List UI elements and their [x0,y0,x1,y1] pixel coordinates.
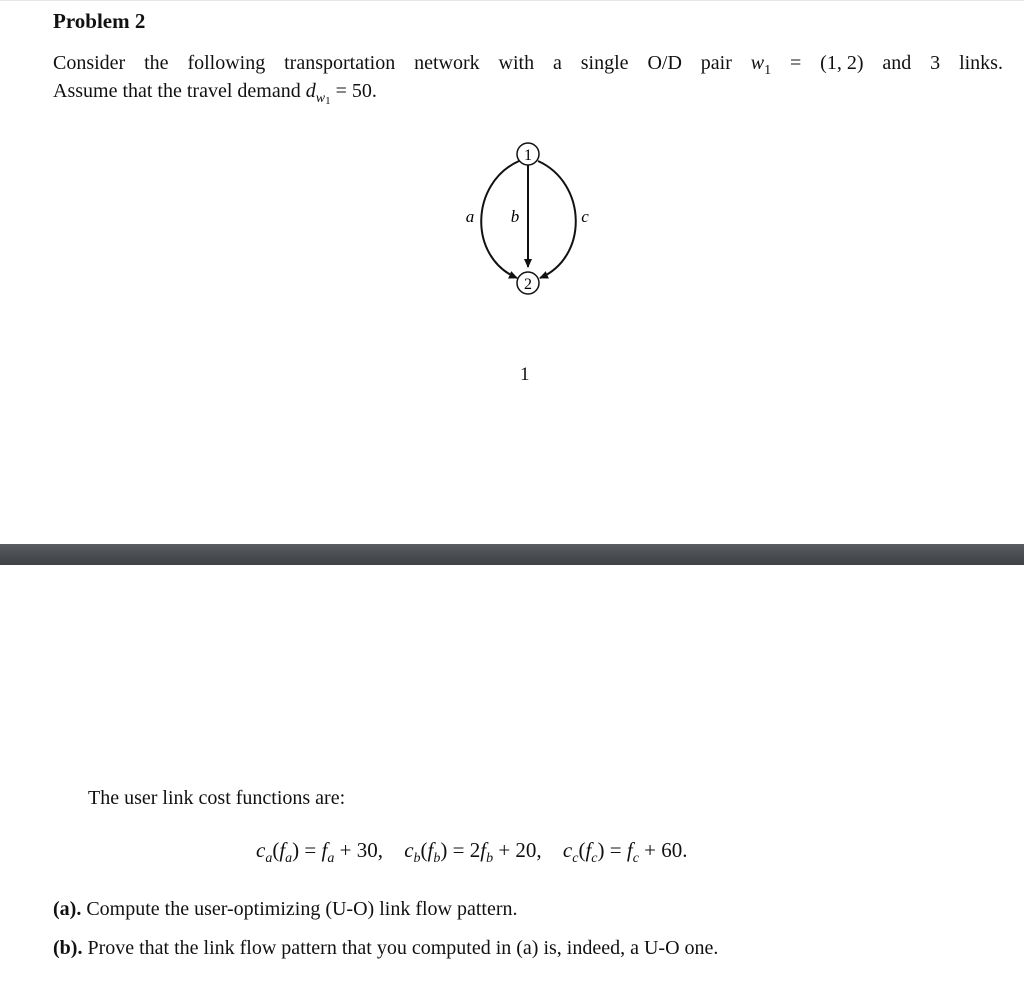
link-c-arc [538,161,576,278]
intro-word: and [882,52,912,74]
od-pair-value: (1, 2) [820,52,864,74]
intro-word: following [187,52,266,74]
intro-word: Consider [53,52,126,74]
intro-word: 3 [930,52,941,74]
node-origin-label: 1 [524,147,532,164]
intro-word: transportation [284,52,396,74]
intro-word: with [498,52,535,74]
question-a-text: Compute the user-optimizing (U-O) link flow pattern. [86,898,518,920]
cost-b: $c_b(f_b) = 2f_b + 20$, [404,838,542,866]
cost-formula [256,838,688,867]
intro-word: a [552,52,562,74]
question-a-label: (a). [53,898,82,920]
problem-title: Problem 2 [53,9,146,33]
divider-bar [0,544,1024,565]
node-destination-label: 2 [524,276,532,293]
intro-word: network [414,52,480,74]
intro-word: O/D [647,52,682,74]
question-b [53,937,718,960]
intro-word: pair [700,52,732,74]
link-c-label: c [581,207,589,226]
intro-word: links. [959,52,1003,74]
cost-c: $c_c(f_c) = f_c + 60$. [562,838,688,866]
link-a-label: a [465,207,475,226]
question-a [53,898,518,921]
figure-label: 1 [520,364,530,385]
question-b-label: (b). [53,937,83,959]
intro-word: the [144,52,169,74]
cost-intro: The user link cost functions are: [88,787,346,809]
demand-value: = 50. [335,80,377,102]
cost-a: $c_a(f_a) = f_a + 30$, [256,838,383,866]
od-pair-math: $w_1$ [750,52,772,78]
demand-text: Assume that the travel demand [53,80,301,102]
demand-math: $d_{w1}$ [305,80,331,107]
equals-sign: = [790,52,802,74]
intro-word: single [580,52,629,74]
question-b-text: Prove that the link flow pattern that you computed in (a) is, indeed, a U-O one. [87,937,719,959]
network-diagram [440,135,620,310]
link-b-label: b [510,207,520,226]
page-top-rule [0,0,1024,1]
intro-line-2 [53,77,1003,115]
